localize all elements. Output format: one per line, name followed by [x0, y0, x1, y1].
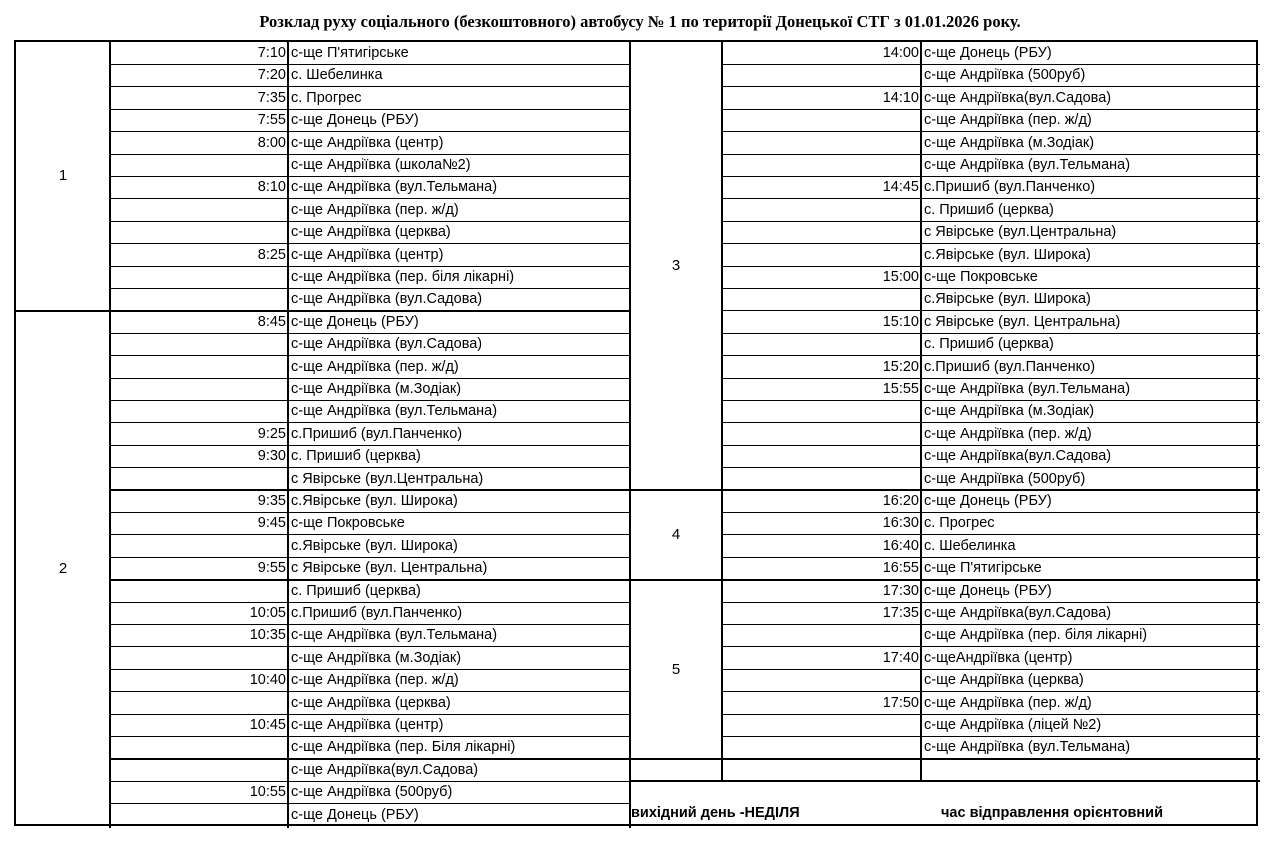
stop-name: с-ще Андріївка (500руб): [924, 67, 1086, 84]
departure-time: 7:55: [257, 112, 286, 129]
stop-name: с-ще Андріївка(вул.Садова): [924, 448, 1112, 465]
grid-line: [722, 378, 1260, 379]
grid-line: [110, 669, 630, 670]
stop-name: с-ще Покровське: [924, 269, 1038, 285]
grid-line: [722, 243, 1260, 244]
stop-name: с-ще Донець (РБУ): [924, 582, 1052, 599]
stop-name: с-ще Донець (РБУ): [924, 45, 1052, 61]
grid-line: [110, 557, 630, 558]
grid-line: [722, 691, 1260, 692]
grid-line: [722, 64, 1260, 65]
stop-name: с-ще Андріївка(вул.Садова): [291, 761, 479, 778]
grid-line: [722, 646, 1260, 647]
departure-time: 16:40: [882, 537, 919, 554]
stop-name: с. Прогрес: [291, 89, 362, 106]
stop-name: с. Шебелинка: [291, 67, 383, 84]
grid-line: [110, 691, 630, 692]
grid-line: [722, 445, 1260, 446]
trip-number: 4: [671, 526, 681, 543]
grid-line: [722, 512, 1260, 513]
departure-time: [722, 736, 921, 758]
grid-line: [722, 86, 1260, 87]
stop-name: с-ще Андріївка (центр): [291, 246, 444, 263]
stop-name: с. Пришиб (церква): [924, 336, 1054, 353]
column-line: [287, 42, 289, 828]
grid-line: [722, 534, 1260, 535]
stop-name: с-ще Андріївка (пер. ж/д): [291, 201, 459, 218]
stop-name: с-ще Андріївка (центр): [291, 717, 444, 733]
stop-name: с Явірське (вул. Центральна): [924, 313, 1121, 330]
grid-line: [722, 422, 1260, 423]
departure-time: 14:45: [882, 179, 919, 196]
departure-time: [110, 266, 288, 288]
departure-time: [110, 199, 288, 221]
stop-name: с-ще П'ятигірське: [924, 560, 1042, 577]
stop-name: с Явірське (вул.Центральна): [924, 224, 1117, 241]
departure-time: 10:05: [249, 605, 286, 621]
grid-line: [110, 579, 630, 581]
stop-name: с-ще Донець (РБУ): [291, 112, 419, 129]
departure-time: [722, 445, 921, 467]
departure-time: 7:20: [257, 67, 286, 84]
grid-line: [110, 64, 630, 65]
stop-name: с.Пришиб (вул.Панченко): [291, 425, 463, 442]
departure-time: [722, 109, 921, 131]
grid-line: [110, 154, 630, 155]
stop-name: с-ще Андріївка (вул.Тельмана): [291, 627, 498, 644]
grid-line: [722, 333, 1260, 334]
grid-line: [722, 557, 1260, 558]
grid-line: [110, 758, 630, 760]
stop-name: с-ще Донець (РБУ): [924, 493, 1052, 509]
stop-name: с-ще Андріївка (пер. ж/д): [291, 672, 459, 689]
stop-name: с.Явірське (вул. Широка): [924, 291, 1091, 308]
grid-line: [110, 221, 630, 222]
departure-time: 10:40: [249, 672, 286, 689]
approximate-time-note: час відправлення орієнтовний: [941, 805, 1163, 821]
grid-line: [110, 176, 630, 177]
grid-line: [110, 378, 630, 379]
departure-time: [110, 692, 288, 714]
departure-time: 9:25: [257, 425, 286, 442]
departure-time: [110, 580, 288, 602]
stop-name: с-ще П'ятигірське: [291, 45, 409, 61]
stop-name: с-ще Покровське: [291, 515, 405, 532]
departure-time: [722, 400, 921, 422]
departure-time: 8:45: [257, 313, 286, 330]
departure-time: 7:10: [257, 45, 286, 61]
block-separator: [629, 42, 631, 828]
stop-name: с-ще Андріївка(вул.Садова): [924, 605, 1112, 621]
stop-name: с-ще Андріївка (вул.Тельмана): [291, 403, 498, 420]
departure-time: [110, 221, 288, 243]
departure-time: 16:30: [882, 515, 919, 532]
stop-name: с-ще Андріївка (пер. ж/д): [924, 112, 1092, 129]
departure-time: 16:20: [882, 493, 919, 509]
grid-line: [722, 355, 1260, 356]
departure-time: [722, 244, 921, 266]
departure-time: [722, 154, 921, 176]
stop-name: с-ще Андріївка (ліцей №2): [924, 717, 1102, 733]
departure-time: 14:00: [882, 45, 919, 61]
stop-name: с. Пришиб (церква): [291, 448, 421, 465]
schedule-table: [14, 40, 1258, 826]
departure-time: [110, 378, 288, 400]
stop-name: с-ще Андріївка (м.Зодіак): [291, 649, 462, 666]
stop-name: с-ще Андріївка (500руб): [924, 470, 1086, 487]
grid-line: [110, 646, 630, 647]
grid-line: [722, 579, 1260, 581]
departure-time: 17:35: [882, 605, 919, 621]
departure-time: [110, 154, 288, 176]
grid-line: [722, 198, 1260, 199]
column-line: [109, 42, 111, 828]
departure-time: 8:25: [257, 246, 286, 263]
column-line: [721, 42, 723, 781]
departure-time: 10:45: [249, 717, 286, 733]
stop-name: с-ще Андріївка (пер. ж/д): [924, 694, 1092, 711]
stop-name: с Явірське (вул. Центральна): [291, 560, 488, 577]
departure-time: [722, 333, 921, 355]
grid-line: [722, 602, 1260, 603]
stop-name: с Явірське (вул.Центральна): [291, 470, 484, 487]
departure-time: [110, 804, 288, 826]
grid-line: [722, 467, 1260, 468]
stop-name: с-ще Андріївка (пер. біля лікарні): [924, 627, 1148, 644]
grid-line: [722, 624, 1260, 625]
grid-line: [722, 310, 1260, 311]
stop-name: с-ще Андріївка (пер. ж/д): [291, 358, 459, 375]
stop-name: с-ще Андріївка (вул.Тельмана): [924, 157, 1131, 173]
grid-line: [110, 310, 630, 312]
departure-time: 9:30: [257, 448, 286, 465]
departure-time: 7:35: [257, 89, 286, 106]
schedule-title: Розклад руху соціального (безкоштовного) автобусу № 1 по території Донецької СТГ з 01.01.2026 року.: [259, 12, 1021, 31]
stop-name: с-ще Андріївка(вул.Садова): [924, 89, 1112, 106]
stop-name: с-щеАндріївка (центр): [924, 649, 1073, 666]
departure-time: [110, 535, 288, 557]
grid-line: [110, 736, 630, 737]
departure-time: 8:00: [257, 134, 286, 151]
stop-name: с.Явірське (вул. Широка): [924, 246, 1091, 263]
trip-number: 5: [671, 660, 681, 678]
departure-time: 10:35: [249, 627, 286, 644]
stop-name: с-ще Андріївка (м.Зодіак): [291, 381, 462, 397]
trip-number: 1: [58, 167, 68, 184]
departure-time: [722, 468, 921, 490]
stop-name: с-ще Андріївка (церква): [291, 224, 451, 241]
departure-time: 15:10: [882, 313, 919, 330]
stop-name: с.Пришиб (вул.Панченко): [924, 179, 1096, 196]
departure-time: 10:55: [249, 784, 286, 801]
departure-time: 8:10: [257, 179, 286, 196]
grid-line: [110, 109, 630, 110]
departure-time: 15:00: [882, 269, 919, 285]
stop-name: с. Пришиб (церква): [924, 201, 1054, 218]
grid-line: [110, 355, 630, 356]
departure-time: 14:10: [882, 89, 919, 106]
grid-line: [722, 154, 1260, 155]
departure-time: [110, 759, 288, 781]
stop-name: с.Пришиб (вул.Панченко): [291, 605, 463, 621]
departure-time: 16:55: [882, 560, 919, 577]
stop-name: с.Явірське (вул. Широка): [291, 537, 458, 554]
stop-name: с. Пришиб (церква): [291, 582, 421, 599]
empty-row-line: [630, 780, 1260, 782]
stop-name: с-ще Андріївка (центр): [291, 134, 444, 151]
departure-time: [722, 714, 921, 736]
stop-name: с. Прогрес: [924, 515, 995, 532]
grid-line: [722, 176, 1260, 177]
stop-name: с-ще Андріївка (церква): [291, 694, 451, 711]
departure-time: [722, 669, 921, 691]
grid-line: [110, 288, 630, 289]
departure-time: [722, 288, 921, 310]
trip-number: 2: [58, 559, 68, 577]
grid-line: [722, 288, 1260, 289]
grid-line: [110, 86, 630, 87]
departure-time: [110, 356, 288, 378]
grid-line: [722, 266, 1260, 267]
departure-time: [110, 736, 288, 758]
section-separator: [630, 758, 1260, 760]
stop-name: с.Пришиб (вул.Панченко): [924, 358, 1096, 375]
grid-line: [110, 243, 630, 244]
grid-line: [110, 445, 630, 446]
grid-line: [110, 512, 630, 513]
departure-time: [722, 64, 921, 86]
trip-number: 3: [671, 257, 681, 274]
grid-line: [722, 669, 1260, 670]
departure-time: [110, 400, 288, 422]
stop-name: с-ще Андріївка (вул.Тельмана): [924, 381, 1131, 397]
stop-name: с-ще Андріївка (церква): [924, 672, 1084, 689]
stop-name: с-ще Андріївка (вул.Тельмана): [924, 739, 1131, 756]
column-line: [920, 42, 922, 781]
grid-line: [110, 803, 630, 804]
stop-name: с-ще Донець (РБУ): [291, 806, 419, 823]
stop-name: с-ще Андріївка (пер. біля лікарні): [291, 269, 515, 285]
grid-line: [722, 109, 1260, 110]
grid-line: [722, 489, 1260, 491]
stop-name: с.Явірське (вул. Широка): [291, 493, 458, 509]
stop-name: с. Шебелинка: [924, 537, 1016, 554]
stop-name: с-ще Андріївка (вул.Садова): [291, 291, 483, 308]
stop-name: с-ще Андріївка (пер. ж/д): [924, 425, 1092, 442]
departure-time: 9:45: [257, 515, 286, 532]
stop-name: с-ще Андріївка (м.Зодіак): [924, 403, 1095, 420]
grid-line: [722, 131, 1260, 132]
grid-line: [110, 714, 630, 715]
departure-time: 9:55: [257, 560, 286, 577]
grid-line: [110, 624, 630, 625]
grid-line: [110, 602, 630, 603]
departure-time: [722, 423, 921, 445]
departure-time: [110, 333, 288, 355]
grid-line: [110, 400, 630, 401]
departure-time: [722, 221, 921, 243]
departure-time: 17:30: [882, 582, 919, 599]
stop-name: с-ще Андріївка (пер. Біля лікарні): [291, 739, 516, 756]
departure-time: 17:40: [882, 649, 919, 666]
trip-separator: [630, 489, 722, 491]
grid-line: [722, 221, 1260, 222]
departure-time: 15:20: [882, 358, 919, 375]
stop-name: с-ще Донець (РБУ): [291, 313, 419, 330]
stop-name: с-ще Андріївка (вул.Садова): [291, 336, 483, 353]
grid-line: [722, 714, 1260, 715]
grid-line: [110, 467, 630, 468]
grid-line: [110, 198, 630, 199]
departure-time: [110, 647, 288, 669]
stop-name: с-ще Андріївка (м.Зодіак): [924, 134, 1095, 151]
stop-name: с-ще Андріївка (500руб): [291, 784, 453, 801]
departure-time: [722, 132, 921, 154]
stop-name: с-ще Андріївка (вул.Тельмана): [291, 179, 498, 196]
grid-line: [110, 131, 630, 132]
departure-time: [110, 468, 288, 490]
grid-line: [110, 489, 630, 491]
trip-separator: [630, 579, 722, 581]
grid-line: [110, 781, 630, 782]
departure-time: 9:35: [257, 493, 286, 509]
grid-line: [110, 534, 630, 535]
day-off-note: вихідний день -НЕДІЛЯ: [631, 805, 800, 821]
grid-line: [110, 422, 630, 423]
grid-line: [110, 266, 630, 267]
departure-time: 15:55: [882, 381, 919, 397]
grid-line: [722, 736, 1260, 737]
grid-line: [722, 400, 1260, 401]
stop-name: с-ще Андріївка (школа№2): [291, 157, 471, 173]
trip-separator: [16, 310, 110, 312]
departure-time: 17:50: [882, 694, 919, 711]
departure-time: [722, 199, 921, 221]
departure-time: [722, 624, 921, 646]
grid-line: [110, 333, 630, 334]
departure-time: [110, 288, 288, 310]
